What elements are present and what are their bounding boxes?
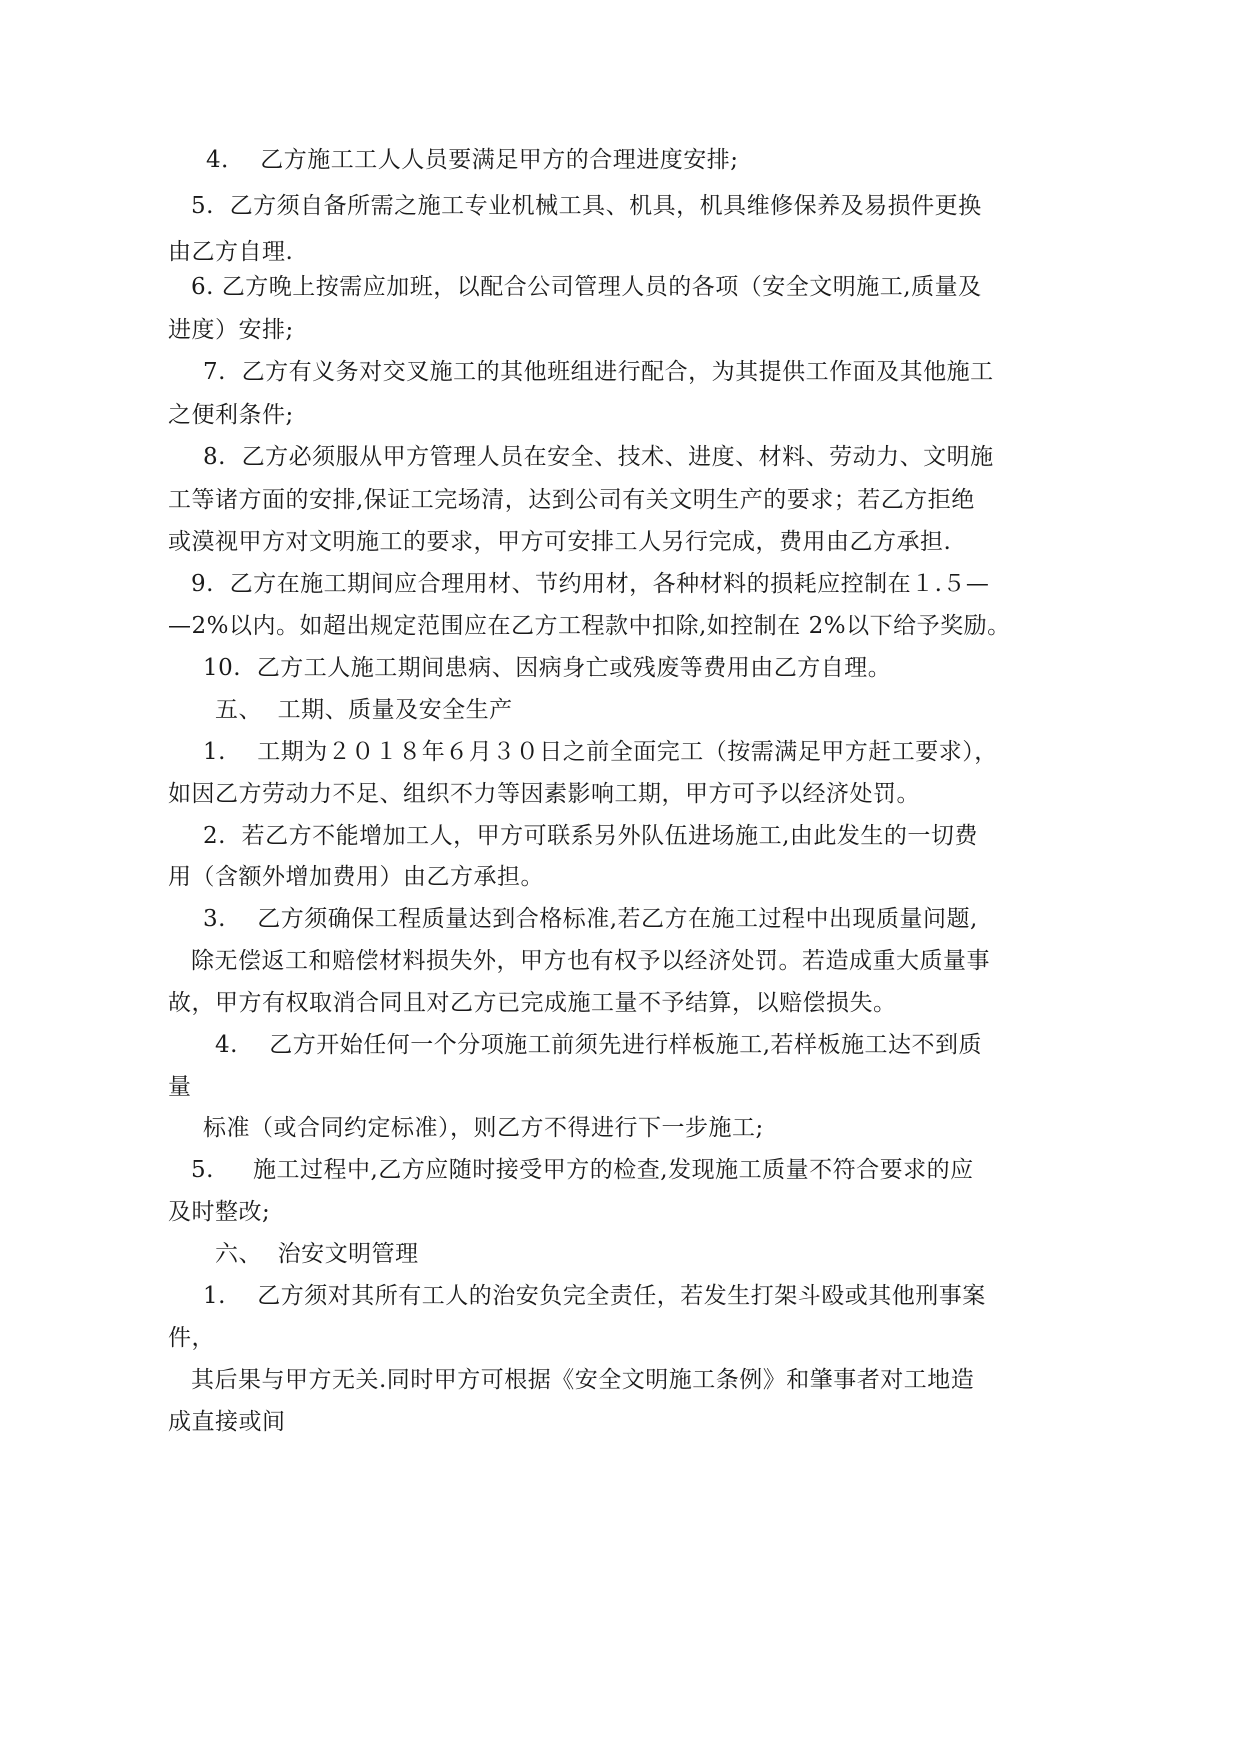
text-line: 量 [168,1074,192,1100]
text-line: 1. 工期为２０１８年６月３０日之前全面完工（按需满足甲方赶工要求）， [203,739,998,765]
text-line: 2. 若乙方不能增加工人，甲方可联系另外队伍进场施工,由此发生的一切费 [203,823,978,849]
text-line: 由乙方自理. [168,239,294,265]
text-line: 4. 乙方开始任何一个分项施工前须先进行样板施工,若样板施工达不到质 [215,1032,982,1058]
text-line: 1. 乙方须对其所有工人的治安负完全责任，若发生打架斗殴或其他刑事案 [203,1283,986,1309]
text-line: 9. 乙方在施工期间应合理用材、节约用材，各种材料的损耗应控制在１.５— [191,571,990,597]
section-heading: 六、 治安文明管理 [215,1241,419,1267]
text-line: 除无偿返工和赔偿材料损失外，甲方也有权予以经济处罚。若造成重大质量事 [191,948,990,974]
text-line: 其后果与甲方无关.同时甲方可根据《安全文明施工条例》和肇事者对工地造 [191,1367,975,1393]
text-line: 8. 乙方必须服从甲方管理人员在安全、技术、进度、材料、劳动力、文明施 [203,444,994,470]
section-heading: 五、 工期、质量及安全生产 [215,697,513,723]
text-line: 10. 乙方工人施工期间患病、因病身亡或残废等费用由乙方自理。 [203,655,892,681]
text-line: —2%以内。如超出规定范围应在乙方工程款中扣除,如控制在 2%以下给予奖励。 [168,613,1011,639]
text-line: 7. 乙方有义务对交叉施工的其他班组进行配合，为其提供工作面及其他施工 [203,359,994,385]
text-line: 5. 乙方须自备所需之施工专业机械工具、机具，机具维修保养及易损件更换 [191,193,982,219]
text-line: 进度）安排; [168,317,294,343]
text-line: 成直接或间 [168,1409,286,1435]
text-line: 4． 乙方施工工人人员要满足甲方的合理进度安排; [206,147,739,173]
text-line: 之便利条件; [168,402,294,428]
text-line: 5. 施工过程中,乙方应随时接受甲方的检查,发现施工质量不符合要求的应 [191,1157,974,1183]
text-line: 标准（或合同约定标准），则乙方不得进行下一步施工; [203,1115,764,1141]
text-line: 或漠视甲方对文明施工的要求，甲方可安排工人另行完成，费用由乙方承担. [168,529,952,555]
text-line: 故，甲方有权取消合同且对乙方已完成施工量不予结算，以赔偿损失。 [168,990,897,1016]
text-line: 6. 乙方晚上按需应加班，以配合公司管理人员的各项（安全文明施工,质量及 [191,274,982,300]
text-line: 如因乙方劳动力不足、组织不力等因素影响工期，甲方可予以经济处罚。 [168,781,920,807]
text-line: 件， [168,1325,215,1351]
text-line: 工等诸方面的安排,保证工完场清，达到公司有关文明生产的要求；若乙方拒绝 [168,487,975,513]
text-line: 用（含额外增加费用）由乙方承担。 [168,864,544,890]
text-line: 3. 乙方须确保工程质量达到合格标准,若乙方在施工过程中出现质量问题, [203,906,978,932]
text-line: 及时整改; [168,1199,271,1225]
